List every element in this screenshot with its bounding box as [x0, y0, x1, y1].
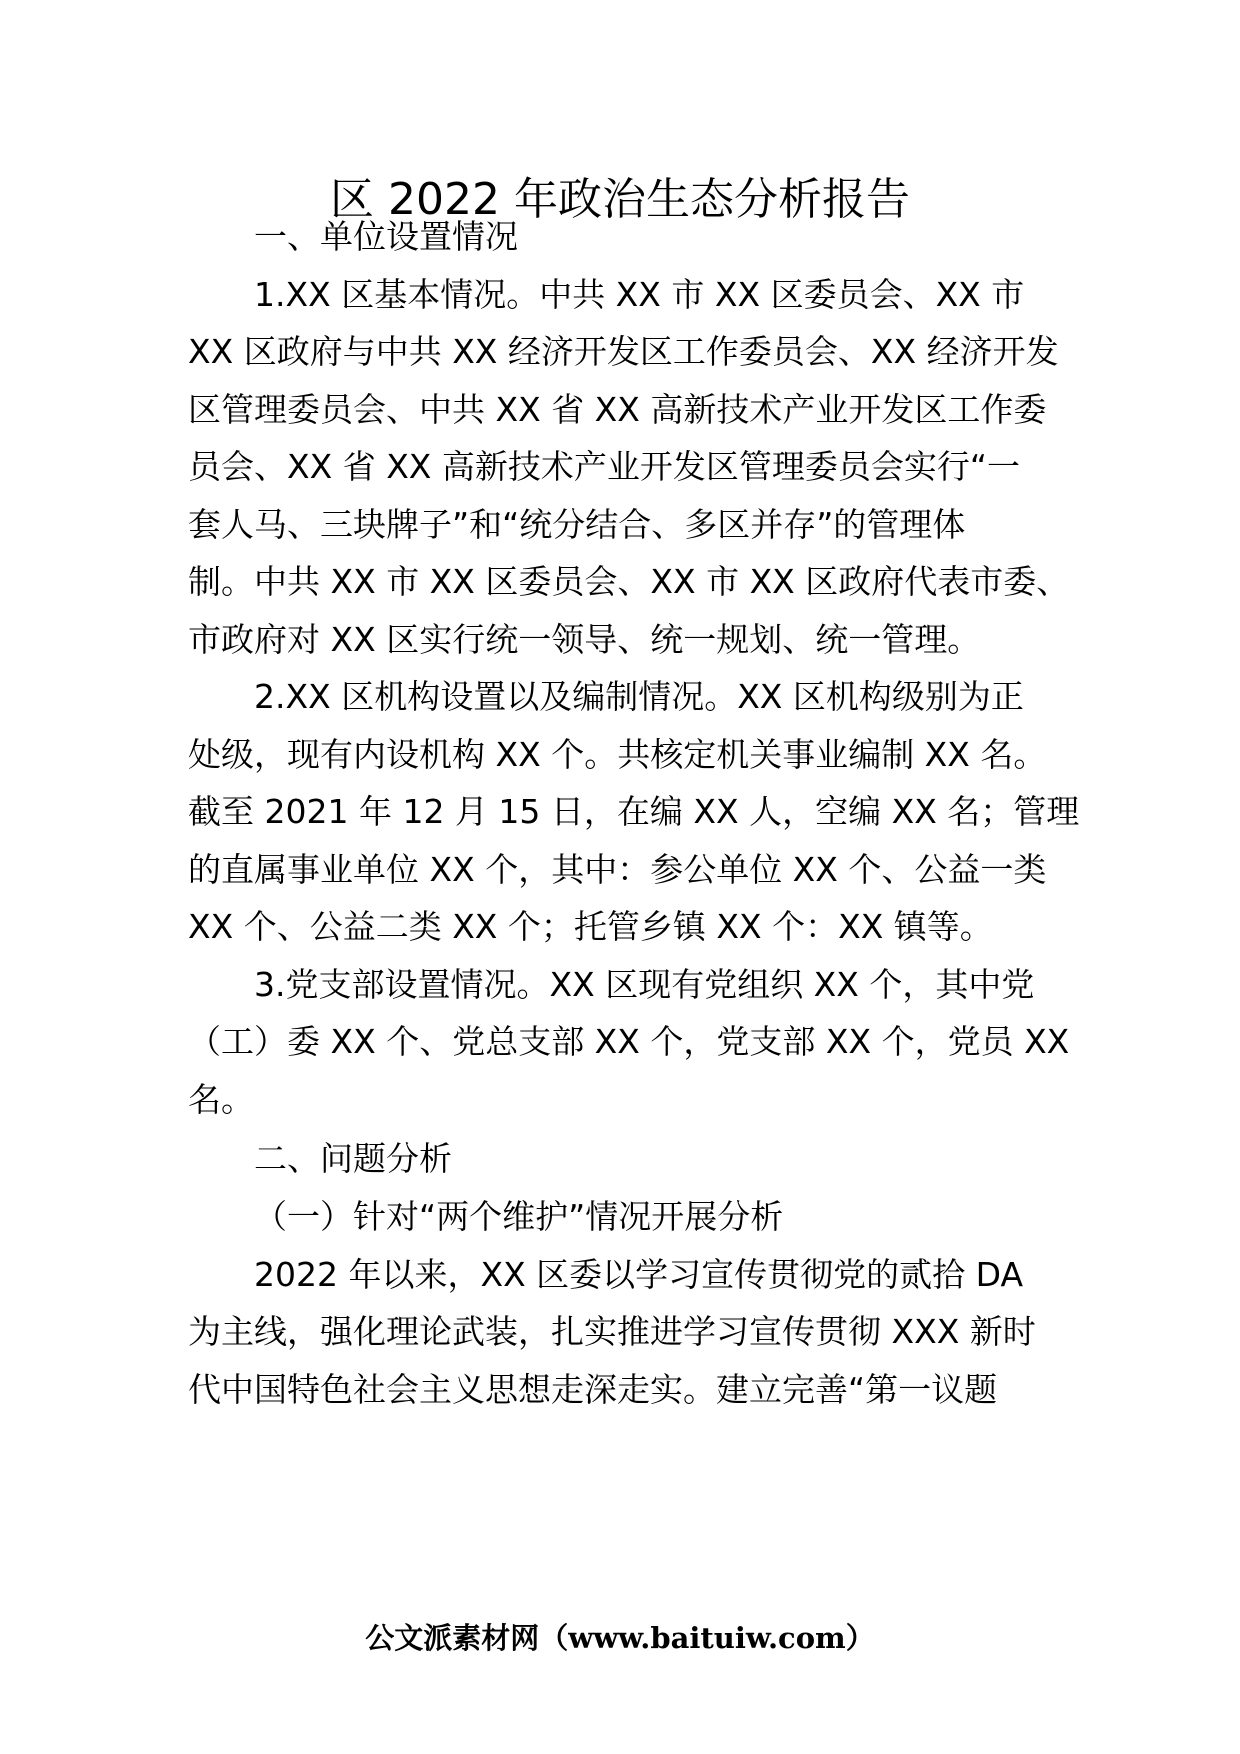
paragraph-line: （工）委 XX 个、党总支部 XX 个，党支部 XX 个，党员 XX [188, 1022, 1070, 1061]
paragraph-line: 1.XX 区基本情况。中共 XX 市 XX 区委员会、XX 市 [254, 275, 1025, 314]
paragraph-line: XX 个、公益二类 XX 个；托管乡镇 XX 个：XX 镇等。 [188, 907, 993, 946]
paragraph-line: 处级，现有内设机构 XX 个。共核定机关事业编制 XX 名。 [188, 735, 1047, 774]
paragraph-line: 2022 年以来，XX 区委以学习宣传贯彻党的贰拾 DA [254, 1255, 1024, 1294]
paragraph-line: 3.党支部设置情况。XX 区现有党组织 XX 个，其中党 [254, 965, 1035, 1004]
paragraph-line: 区管理委员会、中共 XX 省 XX 高新技术产业开发区工作委 [188, 390, 1047, 429]
paragraph-line: 的直属事业单位 XX 个，其中：参公单位 XX 个、公益一类 [188, 850, 1047, 889]
paragraph-line: 为主线，强化理论武装，扎实推进学习宣传贯彻 XXX 新时 [188, 1312, 1036, 1351]
section-heading-2: 二、问题分析 [254, 1139, 452, 1178]
footer-watermark: 公文派素材网（www.baituiw.com） [365, 1621, 875, 1655]
paragraph-line: 员会、XX 省 XX 高新技术产业开发区管理委员会实行“一 [188, 447, 1020, 486]
paragraph-line: XX 区政府与中共 XX 经济开发区工作委员会、XX 经济开发 [188, 332, 1059, 371]
section-heading-1: 一、单位设置情况 [254, 217, 518, 256]
paragraph-line: 套人马、三块牌子”和“统分结合、多区并存”的管理体 [188, 505, 966, 544]
paragraph-line: 市政府对 XX 区实行统一领导、统一规划、统一管理。 [188, 620, 981, 659]
document-title: 区 2022 年政治生态分析报告 [330, 174, 910, 225]
subsection-heading: （一）针对“两个维护”情况开展分析 [254, 1197, 784, 1236]
paragraph-line: 2.XX 区机构设置以及编制情况。XX 区机构级别为正 [254, 677, 1024, 716]
paragraph-line: 制。中共 XX 市 XX 区委员会、XX 市 XX 区政府代表市委、 [188, 562, 1070, 601]
paragraph-line: 代中国特色社会主义思想走深走实。建立完善“第一议题 [188, 1370, 998, 1409]
paragraph-line: 截至 2021 年 12 月 15 日，在编 XX 人，空编 XX 名；管理 [188, 792, 1080, 831]
paragraph-line: 名。 [188, 1080, 254, 1119]
